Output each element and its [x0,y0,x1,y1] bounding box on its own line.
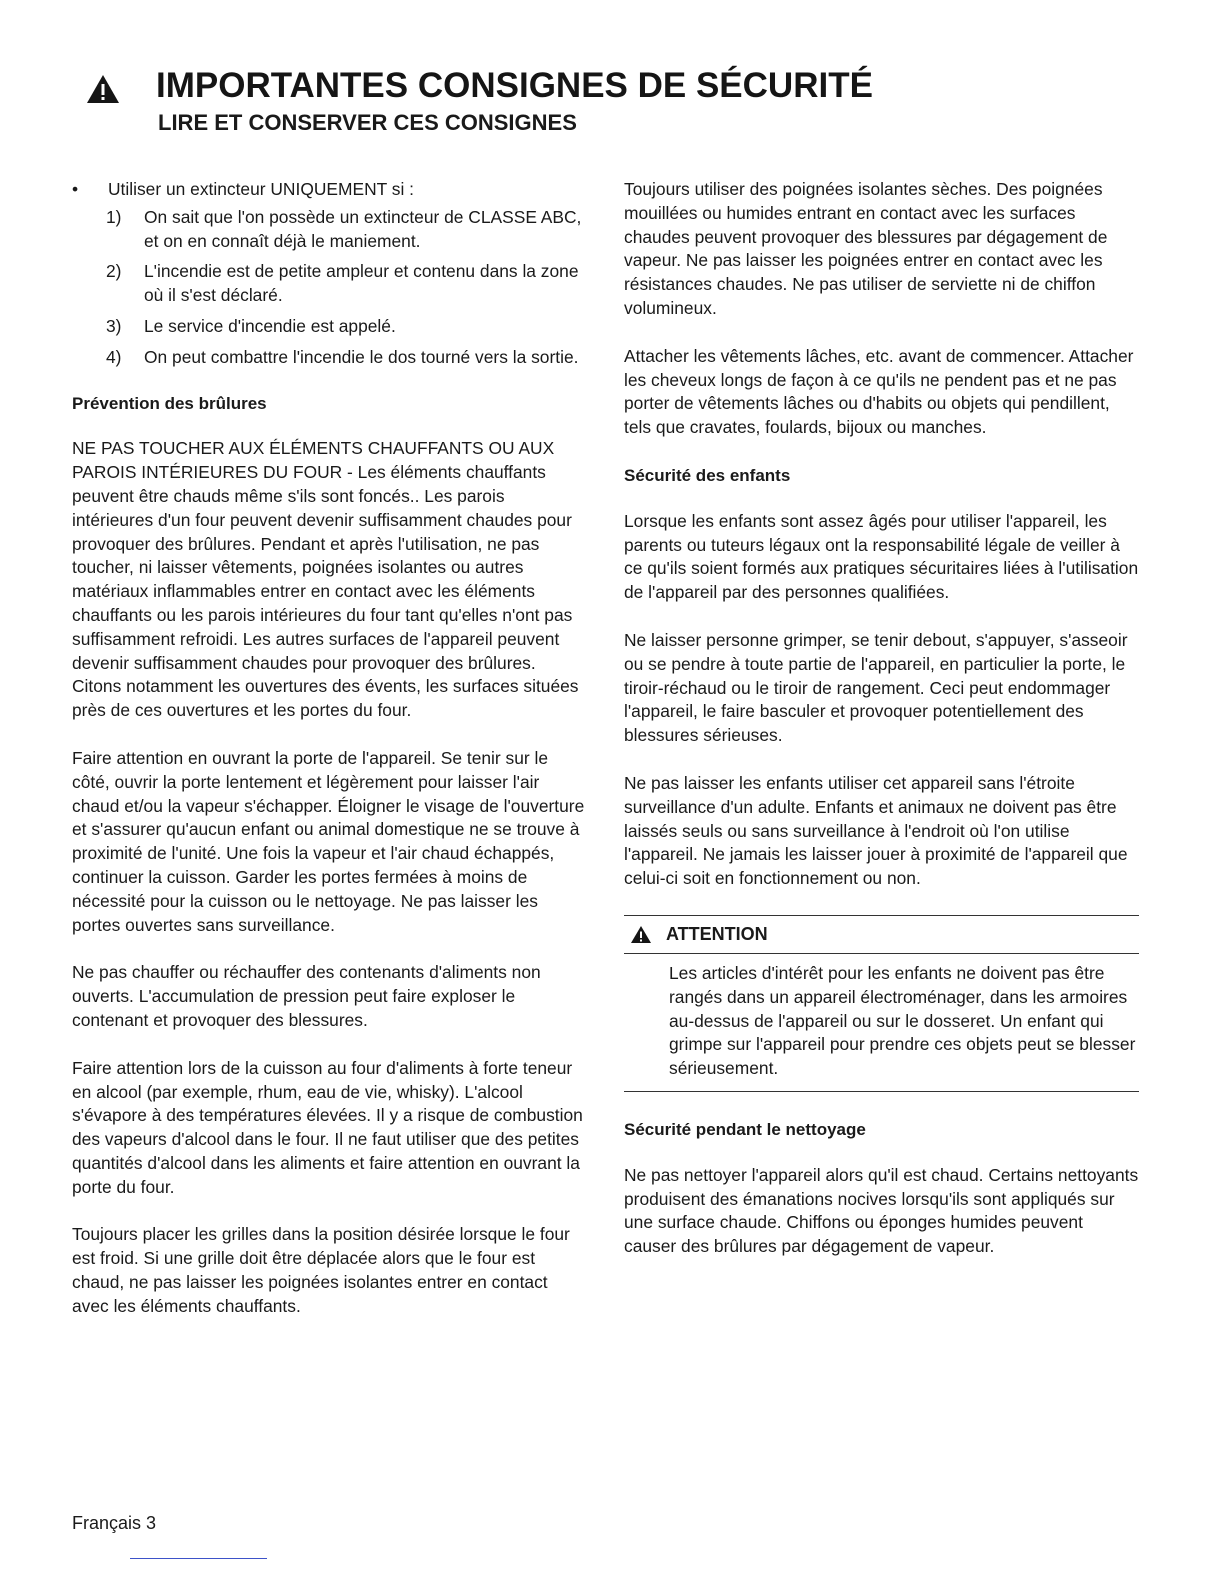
paragraph: Faire attention lors de la cuisson au four d'aliments à forte teneur en alcool (par exemple, rhum, eau de vie, whisky). L'alcool s'évapore à des températures élevées. Il y a risque de combustion des vapeurs d'alcool dans le four. Il ne faut utiliser que des petites quantités d'alcool dans les aliments et faire attention en ouvrant la porte du four. [72,1057,583,1197]
list-text: On peut combattre l'incendie le dos tourné vers la sortie. [144,346,579,367]
list-number: 3) [106,315,122,336]
paragraph: Ne pas chauffer ou réchauffer des contenants d'aliments non ouverts. L'accumulation de pression peut faire exploser le contenant et provoquer des blessures. [72,962,541,1030]
list-item [72,206,587,254]
list-item [72,260,587,308]
paragraph: Lorsque les enfants sont assez âgés pour utiliser l'appareil, les parents ou tuteurs légaux ont la responsabilité légale de veiller à ce qu'ils soient formés aux pratiques sécuritaires liées à l'utilisation de l'appareil par des personnes qualifiées. [624,510,1139,603]
list-number: 1) [106,206,122,227]
page-footer: Français 3 [72,1513,157,1533]
list-text: L'incendie est de petite ampleur et contenu dans la zone où il s'est déclaré. [144,261,579,306]
list-number: 4) [106,346,122,367]
paragraph: Ne pas nettoyer l'appareil alors qu'il est chaud. Certains nettoyants produisent des émanations nocives lorsqu'ils sont appliqués sur une surface chaude. Chiffons ou éponges humides peuvent causer des brûlures par dégagement de vapeur. [624,1164,1139,1257]
attention-box [624,915,1139,1092]
paragraph: NE PAS TOUCHER AUX ÉLÉMENTS CHAUFFANTS OU AUX PAROIS INTÉRIEURES DU FOUR - Les éléments chauffants peuvent être chauds même s'ils sont foncés.. Les parois intérieures d'un four peuvent devenir suffisamment chaudes pour provoquer des brûlures. Pendant et après l'utilisation, ne pas toucher, ni laisser vêtements, poignées isolantes ou autres matériaux inflammables entrer en contact avec les éléments chauffants ou les parois intérieures du four tant qu'elles n'ont pas suffisamment refroidi. Les autres surfaces de l'appareil peuvent devenir suffisamment chaudes pour provoquer des brûlures. Citons notamment les ouvertures des évents, les surfaces situées près de ces ouvertures et les portes du four. [72,438,579,721]
list-item [72,346,587,370]
paragraph: chaudes peuvent provoquer des blessures par dégagement de vapeur. Ne pas laisser les poignées entrer en contact avec les résistances chaudes. Ne pas utiliser de serviette ni de chiffon volumineux. [624,226,1108,318]
footer-rule [130,1558,267,1559]
list-item [72,315,587,339]
list-number: 2) [106,261,122,282]
list-text: On sait que l'on possède un extincteur de CLASSE ABC, et on en connaît déjà le maniement. [144,206,582,251]
right-column [624,178,1139,1283]
paragraph: Toujours placer les grilles dans la position désirée lorsque le four est froid. Si une grille doit être déplacée alors que le four est chaud, ne pas laisser les poignées isolantes entrer en contact avec les éléments chauffants. [72,1224,570,1316]
left-column [72,178,587,1343]
paragraph: Attacher les vêtements lâches, etc. avant de commencer. Attacher les cheveux longs de façon à ce qu'ils ne pendent pas et ne pas porter de vêtements lâches ou d'habits ou objets qui pendillent, tels que cravates, foulards, bijoux ou manches. [624,345,1134,438]
attention-body: Les articles d'intérêt pour les enfants ne doivent pas être rangés dans un appareil électroménager, dans les armoires au-dessus de l'appareil ou sur le dosseret. Un enfant qui grimpe sur l'appareil pour prendre ces objets peut se blesser sérieusement. [669,962,1136,1079]
numbered-list [72,206,587,370]
page-subtitle: LIRE ET CONSERVER CES CONSIGNES [158,110,577,135]
attention-title: ATTENTION [666,923,768,944]
list-text: Le service d'incendie est appelé. [144,315,396,336]
section-heading-child-safety: Sécurité des enfants [624,465,791,485]
section-heading-burn-prevention: Prévention des brûlures [72,393,267,413]
bullet-marker: • [72,179,79,199]
bullet-text: Utiliser un extincteur UNIQUEMENT si : [108,179,415,199]
warning-triangle-icon [86,74,120,104]
warning-triangle-icon [630,925,652,944]
paragraph: Ne laisser personne grimper, se tenir debout, s'appuyer, s'asseoir ou se pendre à toute partie de l'appareil, en particulier la porte, le tiroir-réchaud ou le tiroir de rangement. Ceci peut endommager l'appareil, le faire basculer et provoquer potentiellement des blessures sérieuses. [624,629,1128,746]
paragraph: Faire attention en ouvrant la porte de l'appareil. Se tenir sur le côté, ouvrir la porte lentement et légèrement pour laisser l'air chaud et/ou la vapeur s'échapper. Éloigner le visage de l'ouverture et s'assurer qu'aucun enfant ou animal domestique ne se trouve à proximité de l'unité. Une fois la vapeur et l'air chaud échappés, continuer la cuisson. Garder les portes fermées à moins de nécessité pour la cuisson ou le nettoyage. Ne pas laisser les portes ouvertes sans surveillance. [72,747,585,935]
section-heading-cleaning-safety: Sécurité pendant le nettoyage [624,1119,866,1139]
paragraph: Toujours utiliser des poignées isolantes sèches. Des poignées mouillées ou humides entrant en contact avec les surfaces [624,179,1103,223]
bullet-item [72,178,587,202]
page-title: IMPORTANTES CONSIGNES DE SÉCURITÉ [156,66,873,105]
paragraph: Ne pas laisser les enfants utiliser cet appareil sans l'étroite surveillance d'un adulte. Enfants et animaux ne doivent pas être laissés seuls ou sans surveillance à l'endroit où l'on utilise l'appareil. Ne jamais les laisser jouer à proximité de l'appareil que celui-ci soit en fonctionnement ou non. [624,772,1128,889]
attention-header [624,916,1139,954]
